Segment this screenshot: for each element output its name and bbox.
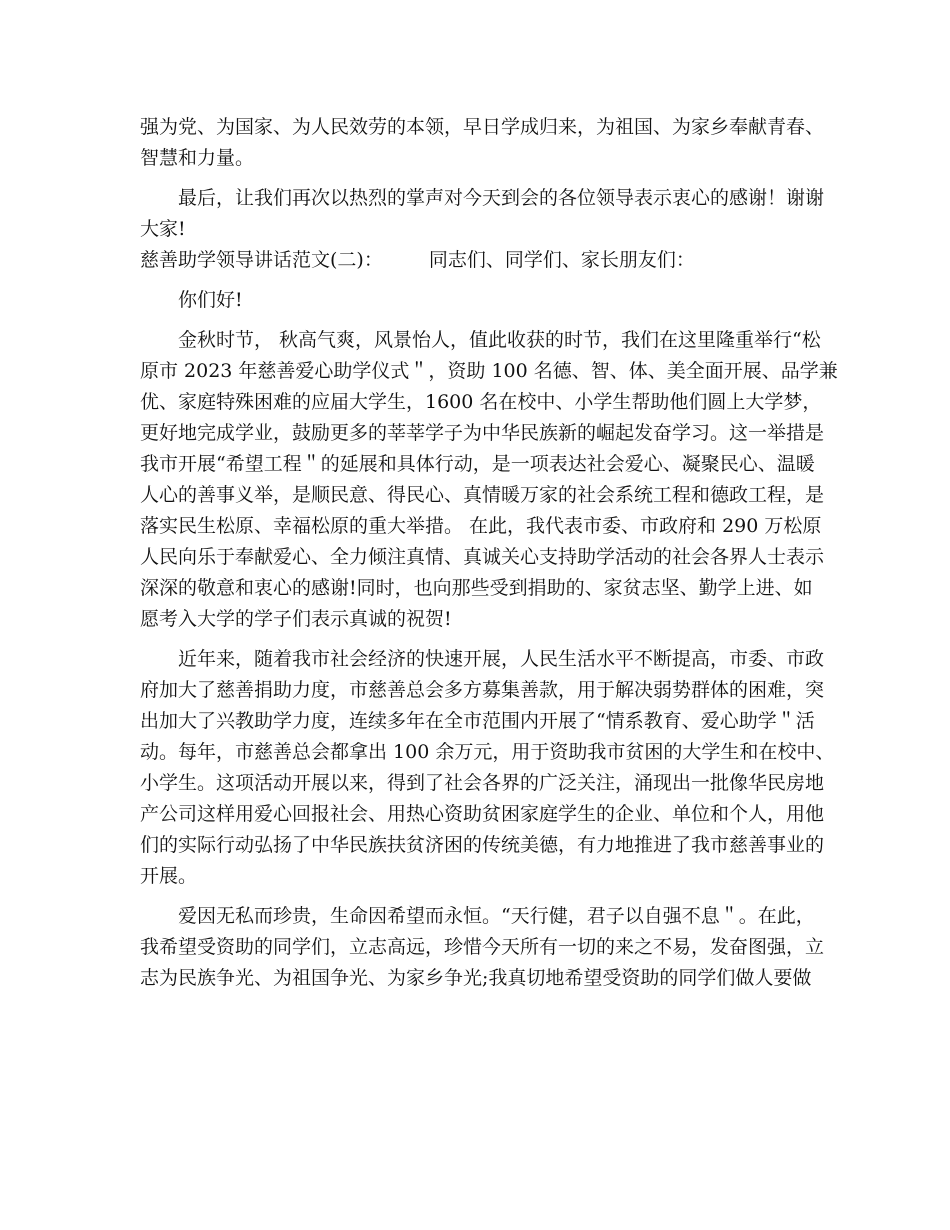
paragraph-thanks [140,183,825,245]
text-line: 原市 2023 年慈善爱心助学仪式＂，资助 100 名德、智、体、美全面开展、品学兼 [140,360,838,382]
text-line: 爱因无私而珍贵，生命因希望而永恒。“天行健，君子以自强不息＂。在此， [178,905,815,927]
text-line: 人心的善事义举，是顺民意、得民心、真情暖万家的社会系统工程和德政工程，是 [140,484,825,506]
greeting: 你们好! [178,289,243,311]
text-line: 府加大了慈善捐助力度，市慈善总会多方募集善款，用于解决弱势群体的困难，突 [140,679,825,701]
text-line: 我希望受资助的同学们，立志高远，珍惜今天所有一切的来之不易，发奋图强，立 [140,936,825,958]
text-line: 开展。 [140,865,198,887]
paragraph-2 [140,644,835,892]
text-line: 大家! [140,218,186,240]
text-line: 深深的敬意和衷心的感谢!同时，也向那些受到捐助的、家贫志坚、勤学上进、如 [140,577,813,599]
text-line: 智慧和力量。 [140,147,255,169]
text-line: 产公司这样用爱心回报社会、用热心资助贫困家庭学生的企业、单位和个人，用他 [140,803,825,825]
text-line: 近年来，随着我市社会经济的快速开展，人民生活水平不断提高，市委、市政 [178,648,825,670]
document-page [140,112,838,994]
text-line: 志为民族争光、为祖国争光、为家乡争光;我真切地希望受资助的同学们做人要做 [140,967,812,989]
text-line: 出加大了兴教助学力度，连续多年在全市范围内开展了“情系教育、爱心助学＂活 [140,710,815,732]
text-line: 优、家庭特殊困难的应届大学生，1600 名在校中、小学生帮助他们圆上大学梦， [140,391,822,413]
text-line: 落实民生松原、幸福松原的重大举措。 在此，我代表市委、市政府和 290 万松原 [140,515,822,537]
section-title: 慈善助学领导讲话范文(二)： [140,249,383,271]
text-line: 强为党、为国家、为人民效劳的本领，早日学成归来，为祖国、为家乡奉献青春、 [140,116,825,138]
text-line: 们的实际行动弘扬了中华民族扶贫济困的传统美德，有力地推进了我市慈善事业的 [140,834,825,856]
paragraph-3 [140,901,825,994]
paragraph-intro [140,112,825,174]
text-line: 愿考入大学的学子们表示真诚的祝贺! [140,608,452,630]
paragraph-1 [140,325,838,635]
text-line: 最后，让我们再次以热烈的掌声对今天到会的各位领导表示衷心的感谢！谢谢 [178,187,825,209]
section-heading [140,245,820,276]
text-line: 更好地完成学业，鼓励更多的莘莘学子为中华民族新的崛起发奋学习。这一举措是 [140,422,825,444]
text-line: 动。每年，市慈善总会都拿出 100 余万元，用于资助我市贫困的大学生和在校中、 [140,741,835,763]
text-line: 金秋时节， 秋高气爽，风景怡人，值此收获的时节，我们在这里隆重举行“松 [178,329,821,351]
salutation: 同志们、同学们、家长朋友们： [428,249,695,271]
text-line: 小学生。这项活动开展以来，得到了社会各界的广泛关注，涌现出一批像华民房地 [140,772,825,794]
text-line: 我市开展“希望工程＂的延展和具体行动，是一项表达社会爱心、凝聚民心、温暖 [140,453,815,475]
text-line: 人民向乐于奉献爱心、全力倾注真情、真诚关心支持助学活动的社会各界人士表示 [140,546,825,568]
